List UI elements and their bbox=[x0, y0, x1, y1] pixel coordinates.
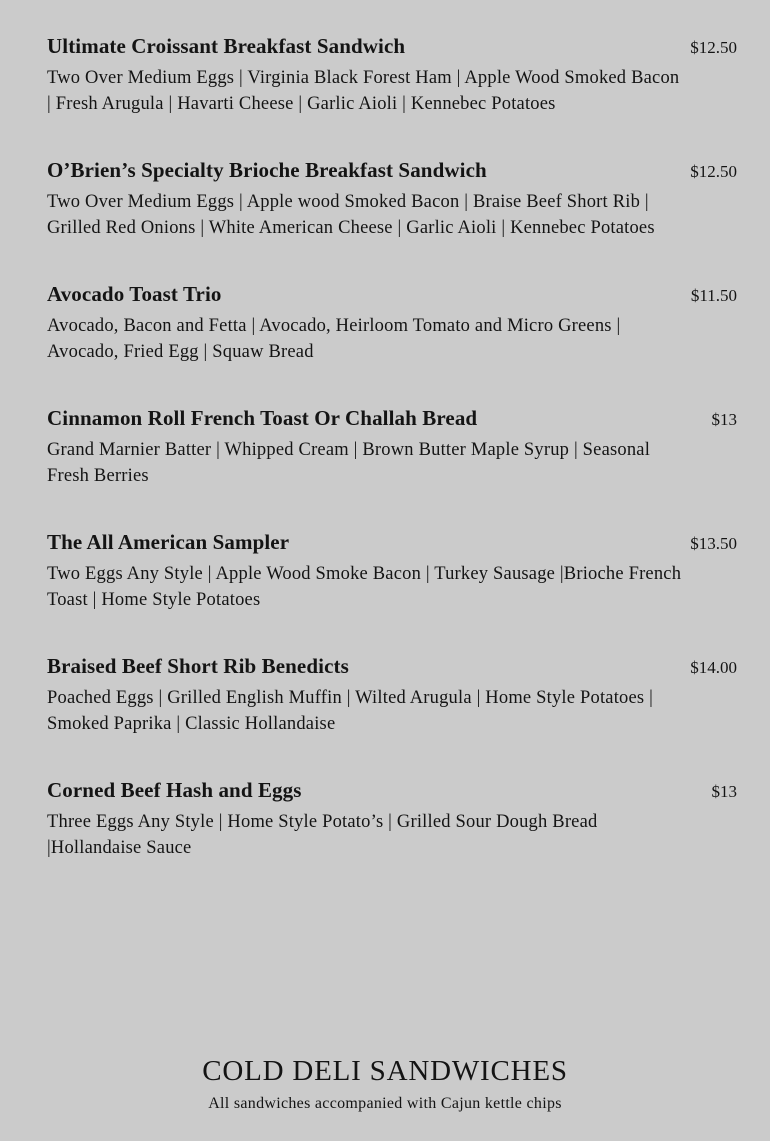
menu-item-name: Cinnamon Roll French Toast Or Challah Bread bbox=[47, 406, 478, 430]
section-title: COLD DELI SANDWICHES bbox=[202, 1055, 568, 1087]
menu-list bbox=[47, 34, 737, 902]
menu-item-price: $12.50 bbox=[690, 162, 737, 181]
menu-item-name: Ultimate Croissant Breakfast Sandwich bbox=[47, 34, 406, 58]
menu-item-header bbox=[47, 778, 737, 809]
section-subtitle: All sandwiches accompanied with Cajun kettle chips bbox=[208, 1095, 562, 1112]
menu-item-header bbox=[47, 34, 737, 65]
menu-item-price: $14.00 bbox=[690, 658, 737, 677]
menu-item bbox=[47, 654, 737, 737]
menu-item bbox=[47, 158, 737, 241]
menu-item-price: $12.50 bbox=[690, 38, 737, 57]
menu-item-name: Corned Beef Hash and Eggs bbox=[47, 778, 302, 802]
menu-item-name: O’Brien’s Specialty Brioche Breakfast Sandwich bbox=[47, 158, 487, 182]
menu-item-header bbox=[47, 158, 737, 189]
menu-item-price: $13.50 bbox=[690, 534, 737, 553]
menu-item-price: $13 bbox=[711, 782, 737, 801]
menu-item-price: $13 bbox=[711, 410, 737, 429]
menu-item-description: Two Eggs Any Style | Apple Wood Smoke Bacon | Turkey Sausage |Brioche French Toast | Home Style Potatoes bbox=[47, 564, 682, 610]
menu-item bbox=[47, 530, 737, 613]
menu-item-header bbox=[47, 530, 737, 561]
menu-item bbox=[47, 406, 737, 489]
section-header bbox=[0, 1051, 770, 1113]
menu-item-header bbox=[47, 654, 737, 685]
menu-item-name: Avocado Toast Trio bbox=[47, 282, 222, 306]
menu-item-header bbox=[47, 406, 737, 437]
menu-item-price: $11.50 bbox=[690, 286, 737, 305]
menu-item bbox=[47, 282, 737, 365]
menu-item-description: Three Eggs Any Style | Home Style Potato’s | Grilled Sour Dough Bread |Hollandaise Sauce bbox=[47, 812, 598, 858]
menu-item-description: Grand Marnier Batter | Whipped Cream | Brown Butter Maple Syrup | Seasonal Fresh Berries bbox=[47, 440, 651, 486]
menu-item-description: Two Over Medium Eggs | Virginia Black Forest Ham | Apple Wood Smoked Bacon | Fresh Arugula | Havarti Cheese | Garlic Aioli | Kennebec Potatoes bbox=[47, 68, 680, 114]
menu-item bbox=[47, 778, 737, 861]
menu-item-description: Two Over Medium Eggs | Apple wood Smoked Bacon | Braise Beef Short Rib | Grilled Red Onions | White American Cheese | Garlic Aioli | Kennebec Potatoes bbox=[47, 192, 655, 238]
menu-item-name: Braised Beef Short Rib Benedicts bbox=[47, 654, 349, 678]
menu-item-name: The All American Sampler bbox=[47, 530, 290, 554]
menu-item bbox=[47, 34, 737, 117]
menu-item-description: Avocado, Bacon and Fetta | Avocado, Heirloom Tomato and Micro Greens | Avocado, Fried Egg | Squaw Bread bbox=[47, 316, 621, 362]
menu-item-description: Poached Eggs | Grilled English Muffin | Wilted Arugula | Home Style Potatoes | Smoked Paprika | Classic Hollandaise bbox=[47, 688, 654, 734]
menu-item-header bbox=[47, 282, 737, 313]
